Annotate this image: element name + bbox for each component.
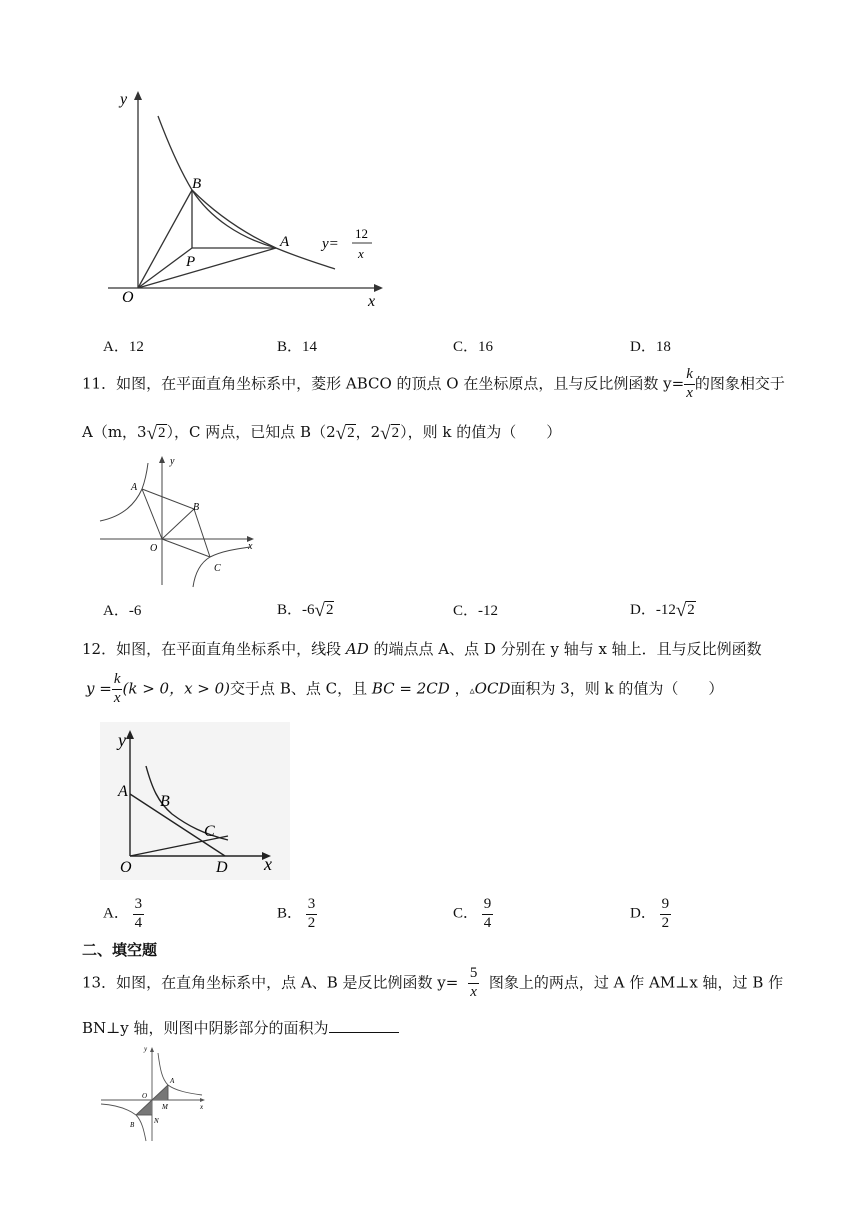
- svg-text:A: A: [170, 1077, 175, 1085]
- label-O: O: [122, 289, 134, 306]
- figure-q10: [100, 88, 390, 313]
- q12-option-b[interactable]: B． $\frac{3}{2}$: [277, 896, 316, 931]
- figure-q13: [98, 1045, 210, 1145]
- q12-option-d[interactable]: D． $\frac{9}{2}$: [630, 896, 670, 931]
- fn-num: 12: [355, 226, 368, 241]
- q10-option-b[interactable]: B．14: [277, 339, 318, 355]
- q11-option-d[interactable]: D．-12√2: [630, 600, 695, 621]
- svg-text:x: x: [200, 1103, 204, 1111]
- label-A: A: [280, 234, 290, 250]
- figure-q12: [100, 722, 290, 880]
- q12-line2: y = $\frac{k}{x}$ (k > 0，x > 0)交于点 B、点 C，且 BC = 2CD ，▵OCD面积为 3，则 k 的值为（ ）: [86, 671, 724, 706]
- curve-upper-left: [100, 463, 148, 521]
- q10-option-d[interactable]: D．18: [630, 339, 671, 355]
- svg-text:B: B: [193, 502, 200, 513]
- svg-text:C: C: [214, 563, 221, 574]
- curve-lower-left: [101, 1104, 146, 1141]
- svg-text:B: B: [130, 1121, 135, 1129]
- q13-line2: BN⊥y 轴，则图中阴影部分的面积为: [82, 1018, 399, 1036]
- label-y: y: [120, 91, 128, 108]
- curve-lower-right: [193, 547, 250, 587]
- svg-text:N: N: [154, 1117, 159, 1125]
- svg-text:y: y: [144, 1045, 148, 1053]
- svg-text:O: O: [120, 859, 132, 876]
- label-P: P: [186, 254, 196, 270]
- figure-q11: [98, 455, 263, 590]
- q11-option-a[interactable]: A．-6: [103, 603, 142, 619]
- q12-line1: 12．如图，在平面直角坐标系中，线段 AD 的端点点 A、点 D 分别在 y 轴与 x 轴上．且与反比例函数: [82, 640, 762, 658]
- q11-line2: A（m，3√2），C 两点，已知点 B（2√2，2√2），则 k 的值为（ ）: [82, 423, 562, 444]
- svg-text:O: O: [142, 1092, 148, 1100]
- label-B: B: [192, 176, 202, 192]
- svg-text:x: x: [248, 541, 253, 552]
- q10-option-a[interactable]: A．12: [103, 339, 144, 355]
- svg-text:y: y: [118, 730, 126, 750]
- section-heading: 二、填空题: [82, 941, 158, 959]
- fn-den: x: [358, 246, 364, 261]
- label-x: x: [368, 293, 376, 310]
- svg-text:x: x: [264, 854, 272, 874]
- q11-line1: 11．如图，在平面直角坐标系中，菱形 ABCO 的顶点 O 在坐标原点，且与反比例函数 y= $\frac{k}{x}$ 的图象相交于: [82, 366, 785, 401]
- hyperbola-curve: [158, 116, 335, 269]
- svg-text:y: y: [170, 456, 175, 467]
- q12-option-c[interactable]: C． $\frac{9}{4}$: [453, 896, 492, 931]
- q10-option-c[interactable]: C．16: [453, 339, 494, 355]
- svg-text:A: A: [131, 482, 138, 493]
- svg-text:O: O: [150, 543, 158, 554]
- svg-text:M: M: [162, 1103, 168, 1111]
- svg-text:B: B: [160, 793, 170, 810]
- svg-text:C: C: [204, 823, 215, 840]
- fn-label: y=: [322, 236, 339, 252]
- q11-option-b[interactable]: B．-6√2: [277, 600, 334, 621]
- q12-option-a[interactable]: A． $\frac{3}{4}$: [103, 896, 143, 931]
- svg-text:A: A: [118, 783, 128, 800]
- q13-line1: 13．如图，在直角坐标系中，点 A、B 是反比例函数 y= $\frac{5}{x}$ 图象上的两点，过 A 作 AM⊥x 轴，过 B 作: [82, 965, 784, 1000]
- svg-text:D: D: [216, 859, 228, 876]
- q11-option-c[interactable]: C．-12: [453, 603, 499, 619]
- answer-blank[interactable]: [329, 1018, 399, 1033]
